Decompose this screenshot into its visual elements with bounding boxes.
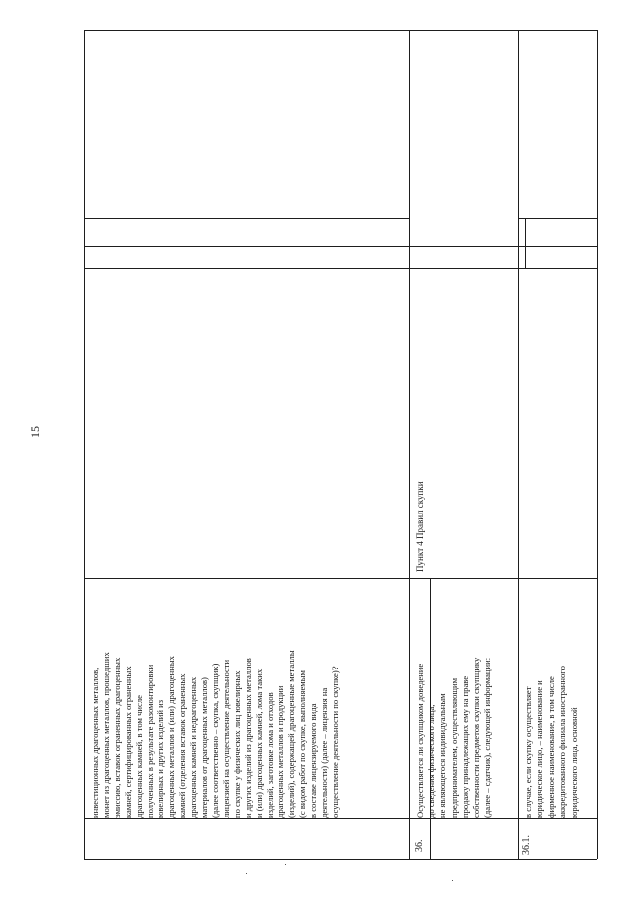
question-line: юридического лица, основной — [568, 707, 579, 818]
question-line: монет из драгоценных металлов, прошедших — [100, 652, 111, 818]
row-separator-36 — [409, 30, 410, 859]
question-line: (далее соответственно – скупка, скупщик) — [209, 663, 220, 818]
question-line: полученных в результате разомонтировки — [144, 664, 155, 818]
question-line: драгоценных камней и недрагоценных — [188, 676, 199, 818]
row-36-question — [415, 658, 493, 818]
question-line: изделий, заготовке лома и отходов — [264, 692, 275, 818]
row-36-1-question — [523, 666, 580, 818]
page-number: 15 — [28, 426, 42, 438]
scan-speck — [285, 864, 286, 865]
row-36-number: 36. — [414, 839, 425, 852]
column-divider-not-applicable-lower — [518, 218, 597, 219]
question-line: драгоценных камней, в том числе — [133, 695, 144, 818]
question-line: ювелирных и других изделий из — [155, 699, 166, 818]
question-line: инвестиционных драгоценных металлов, — [90, 667, 100, 818]
question-line: (с видом работ по скупке, выполняемым — [297, 670, 308, 818]
column-divider-number-question — [84, 818, 597, 819]
column-divider-question-reference — [84, 578, 597, 579]
scan-speck — [452, 880, 453, 881]
question-line: продажу принадлежащих ему на праве — [459, 675, 470, 818]
table-border-bottom — [84, 859, 597, 860]
question-line: деятельности) (далее – лицензия на — [319, 687, 330, 818]
scan-speck — [246, 873, 247, 874]
question-line: (далее – сдатчик), следующей информации: — [482, 657, 493, 818]
question-line: предпринимателем, осуществляющим — [448, 677, 459, 818]
question-line: в составе лицензируемого вида — [308, 703, 319, 818]
question-line: лицензией на осуществление деятельности — [220, 659, 231, 818]
question-line: Осуществляется ли скупщиком доведение — [415, 663, 425, 818]
question-line: собственности предметов скупки скупщику — [471, 657, 482, 818]
question-line: и других изделий из драгоценных металлов — [242, 658, 253, 818]
question-line: не являющегося индивидуальным — [437, 693, 448, 818]
question-line: осуществление деятельности по скупке)? — [329, 666, 340, 818]
question-line: камней, сертифицированных ограненных — [122, 666, 133, 818]
question-line: драгоценных металлов и продукции — [275, 685, 286, 818]
column-divider-not-applicable — [84, 218, 409, 219]
table-border-left — [84, 30, 85, 859]
question-line: эмиссию, вставок ограненных драгоценных — [111, 657, 122, 818]
row-36-reference: Пункт 4 Правил скупки — [415, 481, 425, 572]
question-line: аккредитованного филиала иностранного — [557, 666, 568, 818]
row-continuation-question — [90, 650, 341, 818]
question-line: и (или) драгоценных камней, лома таких — [253, 668, 264, 818]
row-36-1-number: 36.1. — [521, 835, 532, 855]
question-line: по скупке у физических лиц ювелирных — [231, 670, 242, 818]
question-line: (изделий), содержащей драгоценные металлы — [286, 650, 297, 818]
column-divider-yes — [84, 246, 597, 247]
question-line: юридическое лицо, – наименование и — [534, 680, 545, 818]
question-line: в случае, если скупку осуществляет — [523, 686, 533, 818]
question-line: драгоценных металлов и (или) драгоценных — [166, 656, 177, 818]
question-line: материалов от драгоценных металлов) — [199, 677, 210, 818]
question-line: до сведения физического лица, — [426, 704, 437, 818]
row-36-1-inner-divider — [525, 218, 526, 268]
table-border-top — [84, 30, 597, 31]
question-line: камней (отделения вставок ограненных — [177, 673, 188, 818]
table-border-right — [597, 30, 598, 859]
row-separator-36-1 — [518, 30, 519, 859]
question-line: фирменное наименование, в том числе — [545, 676, 556, 818]
column-divider-no — [84, 268, 597, 269]
